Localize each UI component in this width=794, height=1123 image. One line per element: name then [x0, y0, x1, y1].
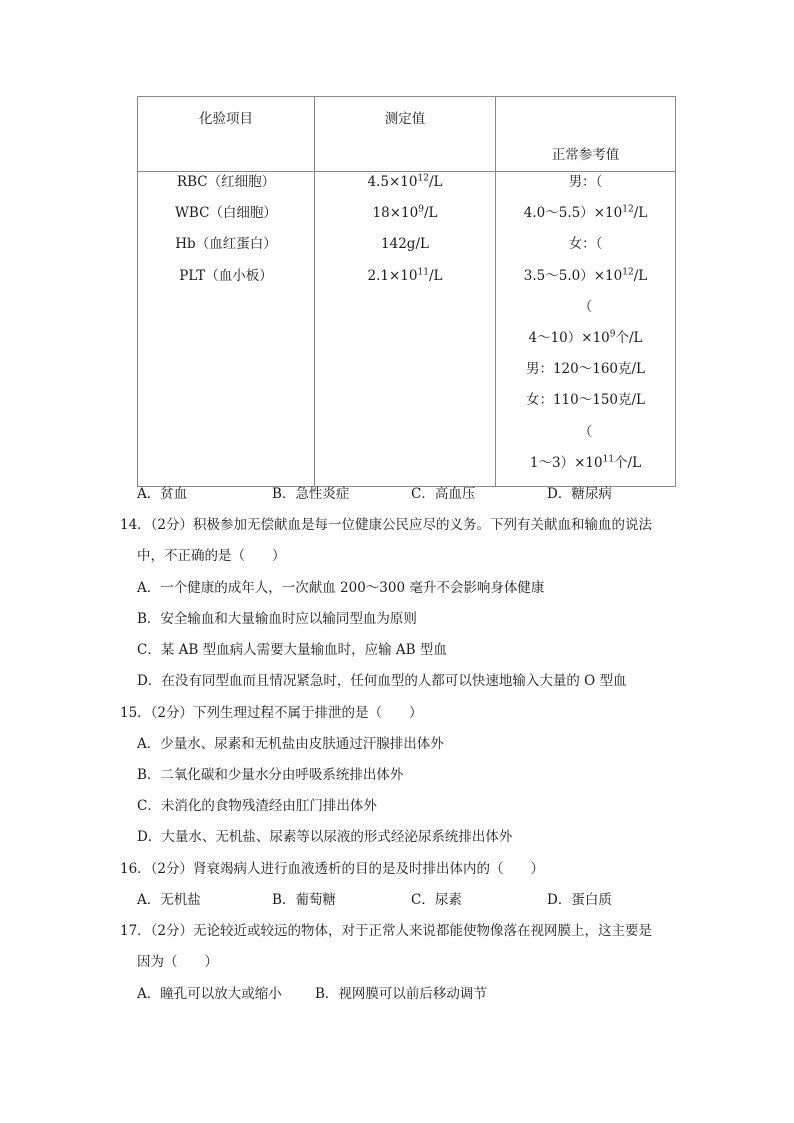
header-measured-value: 测定值 — [315, 97, 496, 172]
q13-option-a: A．贫血 — [137, 486, 188, 502]
header-test-item: 化验项目 — [138, 97, 315, 172]
measured-value: $18\times 10^9/L$ — [372, 204, 438, 222]
q14-option-b: B．安全输血和大量输血时应以输同型血为原则 — [137, 611, 417, 627]
test-item: WBC（白细胞） — [175, 205, 277, 222]
header-reference-value: 正常参考值 — [496, 97, 676, 172]
q15-stem: 15．（2分）下列生理过程不属于排泄的是（ ） — [120, 705, 423, 721]
reference-line: 男：120～160克/L — [525, 361, 646, 378]
lab-results-table — [137, 96, 676, 487]
table-header-row — [138, 97, 676, 172]
q15-option-c: C．未消化的食物残渣经由肛门排出体外 — [137, 798, 377, 814]
test-item: Hb（血红蛋白） — [175, 236, 277, 253]
q14-option-d: D．在没有同型血而且情况紧急时，任何血型的人都可以快速地输入大量的 O 型血 — [137, 673, 627, 689]
reference-line: （ — [578, 298, 593, 315]
q16-option-a: A．无机盐 — [137, 892, 201, 908]
measured-value: $4.5\times 10^{12}/L$ — [367, 173, 443, 190]
reference-line: （ — [578, 423, 593, 440]
reference-values-cell — [496, 172, 676, 487]
test-item: RBC（红细胞） — [176, 174, 276, 190]
reference-line: $4\sim 10)\times 10^9$个/L — [528, 329, 643, 346]
measured-values-cell — [315, 172, 496, 487]
q17-stem-line1: 17．（2分）无论较近或较远的物体，对于正常人来说都能使物像落在视网膜上，这主要是 — [120, 923, 653, 939]
q14-option-c: C．某 AB 型血病人需要大量输血时，应输 AB 型血 — [137, 642, 447, 658]
q13-option-d: D．糖尿病 — [547, 486, 612, 502]
q13-option-c: C．高血压 — [411, 486, 476, 502]
q13-option-b: B．急性炎症 — [272, 486, 350, 502]
q16-option-b: B．葡萄糖 — [272, 892, 336, 908]
q17-stem-line2: 因为（ ） — [137, 954, 218, 970]
q17-option-b: B．视网膜可以前后移动调节 — [315, 986, 487, 1002]
q14-stem-line1: 14．（2分）积极参加无偿献血是每一位健康公民应尽的义务。下列有关献血和输血的说法 — [120, 517, 653, 533]
reference-line: $1\sim 3)\times 10^{11}$个/L — [529, 454, 642, 471]
reference-line: $3.5\sim 5.0)\times 10^{12}/L$ — [523, 267, 648, 284]
measured-value: 142g/L — [381, 236, 429, 253]
table-body-row — [138, 172, 676, 487]
q16-option-c: C．尿素 — [411, 892, 462, 908]
q15-option-a: A．少量水、尿素和无机盐由皮肤通过汗腺排出体外 — [137, 736, 444, 752]
reference-line: 女：（ — [568, 236, 603, 253]
reference-line: $4.0\sim 5.5)\times 10^{12}/L$ — [523, 204, 648, 222]
q15-option-d: D．大量水、无机盐、尿素等以尿液的形式经泌尿系统排出体外 — [137, 829, 513, 845]
q15-option-b: B．二氧化碳和少量水分由呼吸系统排出体外 — [137, 767, 404, 783]
measured-value: $2.1\times 10^{11}/L$ — [367, 267, 443, 284]
q14-option-a: A．一个健康的成年人，一次献血 200～300 毫升不会影响身体健康 — [137, 580, 545, 596]
test-items-cell — [138, 172, 315, 487]
q17-option-a: A．瞳孔可以放大或缩小 — [137, 986, 282, 1002]
q16-stem: 16．（2分）肾衰竭病人进行血液透析的目的是及时排出体内的（ ） — [120, 861, 545, 877]
reference-line: 男：（ — [568, 174, 603, 190]
reference-line: 女：110～150克/L — [525, 392, 646, 409]
q14-stem-line2: 中，不正确的是（ ） — [137, 548, 286, 564]
test-item: PLT（血小板） — [179, 267, 273, 284]
q16-option-d: D．蛋白质 — [547, 892, 612, 908]
